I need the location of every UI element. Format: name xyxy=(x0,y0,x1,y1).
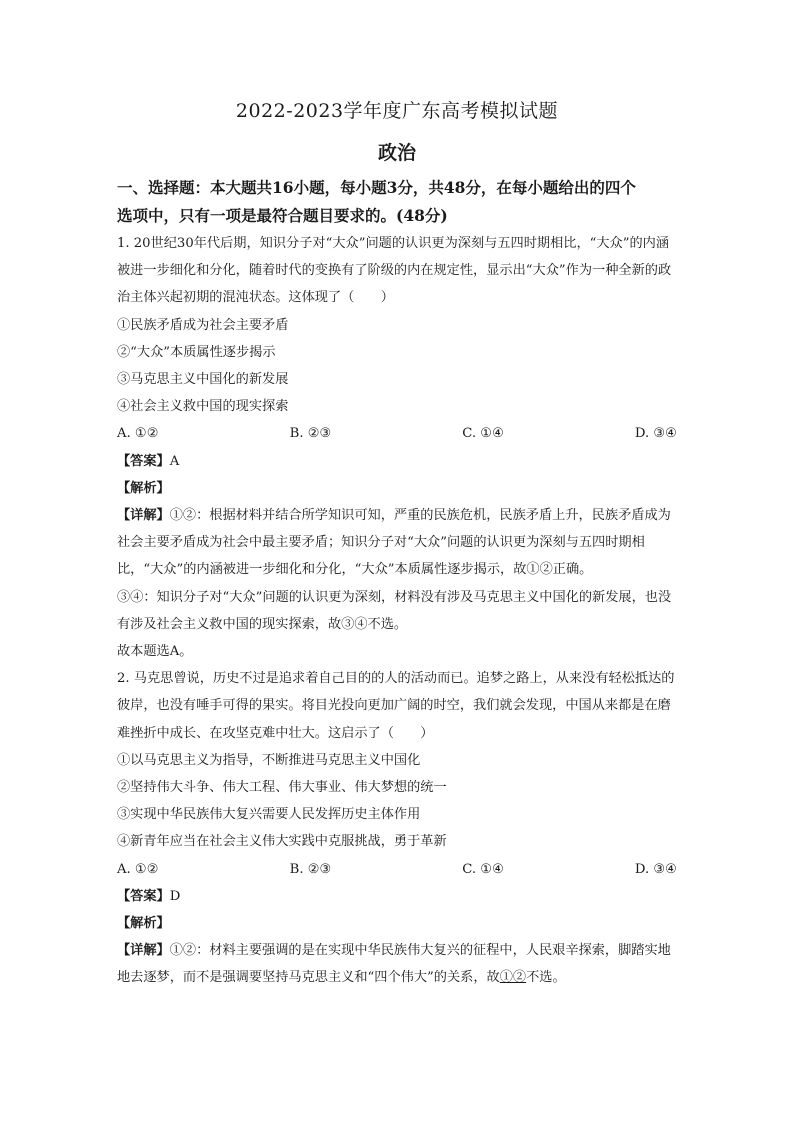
section-heading-line1: 一、选择题：本大题共16小题，每小题3分，共48分，在每小题给出的四个 xyxy=(117,178,636,197)
question-1-option-d: D. ③④ xyxy=(634,426,678,442)
detail-label: 【详解】 xyxy=(117,943,170,959)
question-1-item-4: ④社会主义救中国的现实探索 xyxy=(117,399,289,415)
section-heading-line2: 选项中，只有一项是最符合题目要求的。(48分) xyxy=(117,206,448,225)
subject-title: 政治 xyxy=(377,142,416,164)
question-2-analysis-label: 【解析】 xyxy=(117,916,170,932)
question-2-option-c: C. ①④ xyxy=(462,861,504,877)
question-2-option-b: B. ②③ xyxy=(289,861,332,877)
question-2-answer xyxy=(117,883,677,910)
detail-underlined: ①② xyxy=(499,970,527,986)
question-1-detail-2: ③④：知识分子对“大众”问题的认识更为深刻，材料没有涉及马克思主义中国化的新发展，也没有涉及社会主义救中国的现实探索，故③④不选。 xyxy=(117,589,672,632)
answer-label: 【答案】 xyxy=(117,453,170,469)
question-1-item-1: ①民族矛盾成为社会主要矛盾 xyxy=(117,317,289,333)
question-2-option-a: A. ①② xyxy=(117,861,159,877)
detail-text-pre: ①②：材料主要强调的是在实现中华民族伟大复兴的征程中，人民艰辛探索，脚踏实地地去逐梦，而不是强调要坚持马克思主义和“四个伟大”的关系，故 xyxy=(117,943,671,986)
detail-label: 【详解】 xyxy=(117,508,170,524)
question-2-options xyxy=(117,856,677,883)
answer-label: 【答案】 xyxy=(117,888,170,904)
question-1-item-2: ②“大众”本质属性逐步揭示 xyxy=(117,344,276,360)
question-1-option-b: B. ②③ xyxy=(289,426,332,442)
question-1-answer xyxy=(117,448,677,475)
question-2-item-2: ②坚持伟大斗争、伟大工程、伟大事业、伟大梦想的统一 xyxy=(117,780,447,796)
question-1-option-a: A. ①② xyxy=(117,426,159,442)
document-content xyxy=(117,96,677,992)
question-1-stem: 1. 20世纪30年代后期，知识分子对“大众”问题的认识更为深刻与五四时期相比，“大众”的内涵被进一步细化和分化，随着时代的变换有了阶级的内在规定性，显示出“大众”作为一种全新的政治主体兴起初期的混沌状态。这体现了（ ） xyxy=(117,236,672,306)
answer-value: D xyxy=(169,888,181,904)
detail-text: ①②：根据材料并结合所学知识可知，严重的民族危机，民族矛盾上升，民族矛盾成为社会主要矛盾成为社会中最主要矛盾；知识分子对“大众”问题的认识更为深刻与五四时期相比，“大众”的内涵被进一步细化和分化，“大众”本质属性逐步揭示，故①②正确。 xyxy=(117,508,671,578)
question-2 xyxy=(117,665,677,991)
question-2-detail-1 xyxy=(117,937,677,991)
question-1-analysis-label: 【解析】 xyxy=(117,480,170,496)
question-2-option-d: D. ③④ xyxy=(634,861,678,877)
question-2-item-1: ①以马克思主义为指导，不断推进马克思主义中国化 xyxy=(117,752,421,768)
exam-title: 2022-2023学年度广东高考模拟试题 xyxy=(235,100,559,122)
question-1-option-c: C. ①④ xyxy=(462,426,504,442)
question-1-conclusion: 故本题选A。 xyxy=(117,644,193,660)
question-2-item-3: ③实现中华民族伟大复兴需要人民发挥历史主体作用 xyxy=(117,807,421,823)
question-2-stem: 2. 马克思曾说，历史不过是追求着自己目的的人的活动而已。追梦之路上，从来没有轻松抵达的彼岸，也没有唾手可得的果实。将目光投向更加广阔的时空，我们就会发现，中国从来都是在磨难挫折中成长、在攻坚克难中壮大。这启示了（ ） xyxy=(117,671,675,741)
question-2-item-4: ④新青年应当在社会主义伟大实践中克服挑战，勇于革新 xyxy=(117,834,447,850)
question-1-detail-1 xyxy=(117,502,677,584)
question-1 xyxy=(117,230,677,665)
question-1-item-3: ③马克思主义中国化的新发展 xyxy=(117,372,289,388)
answer-value: A xyxy=(169,453,180,469)
detail-text-post: 不选。 xyxy=(526,970,566,986)
question-1-options xyxy=(117,420,677,447)
